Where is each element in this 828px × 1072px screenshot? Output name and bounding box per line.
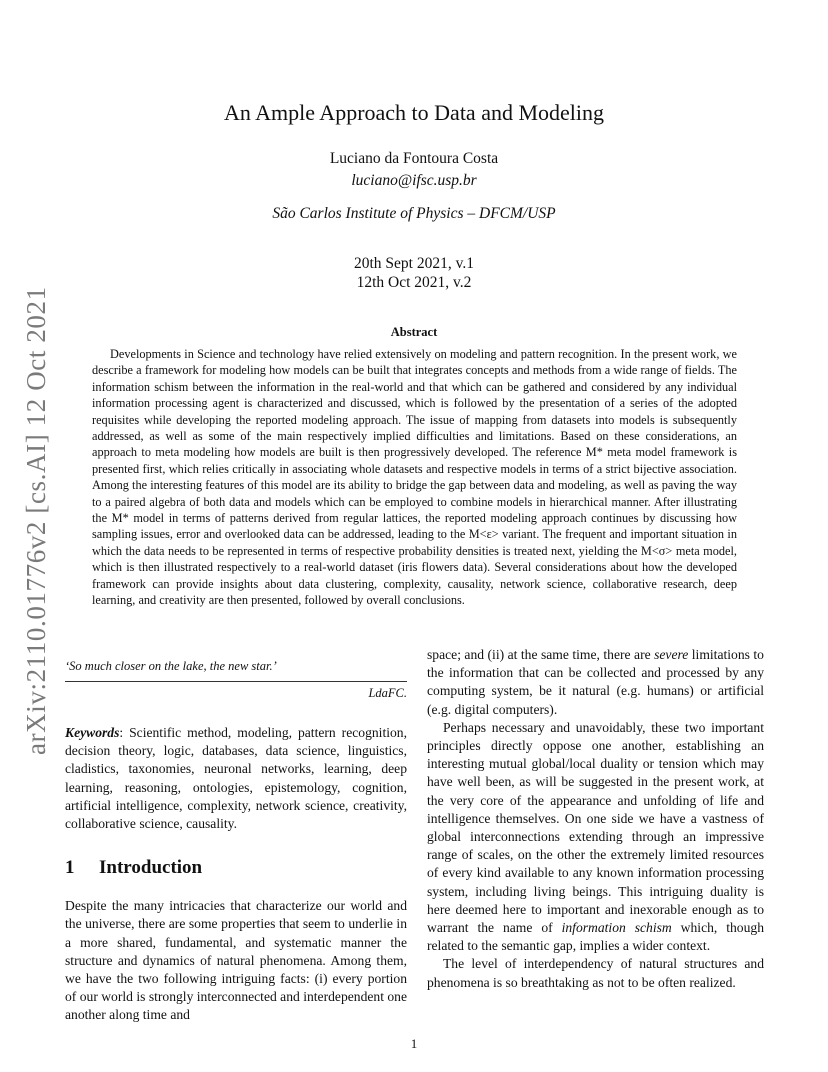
intro-paragraph: Despite the many intricacies that characterize our world and the universe, there are some properties that seem to underlie in a more shared, fundamental, and systematic manner the structure and dynamics of natural phenomena. Among them, we have the two following intriguing facts: (i) every portion of our world is strongly interconnected and interdependent one another along time and	[65, 898, 408, 1023]
epigraph-attribution: LdaFC.	[368, 686, 407, 700]
text-run: which, though related to the semantic gap, implies a wider context.	[427, 920, 764, 954]
text-run: space; and (ii) at the same time, there are	[427, 647, 655, 662]
left-column	[65, 655, 407, 1025]
section-heading-introduction	[65, 855, 407, 881]
emphasis-severe: severe	[654, 647, 689, 662]
keywords-paragraph	[65, 724, 407, 833]
section-number: 1	[65, 857, 75, 879]
arxiv-stamp: arXiv:2110.01776v2 [cs.AI] 12 Oct 2021	[21, 286, 51, 755]
epigraph-quote: ‘So much closer on the lake, the new star.’	[65, 659, 277, 673]
keywords-list: : Scientific method, modeling, pattern recognition, decision theory, logic, databases, data science, linguistics, cladistics, taxonomies, neuronal networks, learning, deep learning, reasoning, ontologies, epistemology, cognition, artificial intelligence, complexity, network science, creativity, collaborative science, causality.	[65, 725, 407, 832]
author-email: luciano@ifsc.usp.br	[351, 172, 477, 189]
right-column	[427, 646, 764, 992]
author-name: Luciano da Fontoura Costa	[329, 150, 499, 167]
version-date-2: 12th Oct 2021, v.2	[356, 274, 472, 291]
version-date-1: 20th Sept 2021, v.1	[354, 255, 474, 272]
keywords-label: Keywords	[65, 725, 120, 740]
text-run: Perhaps necessary and unavoidably, these two important principles directly oppose one another, establishing an interesting mutual global/local duality or tension which may have well been, as will be suggested in the present work, at the very core of the appearance and unfolding of life and intelligence themselves. On one side we have a vastness of global interconnections extending through an impressive range of scales, on the other the extremely limited resources of every kind available to any known information processing system, including living beings. This intriguing duality is here deemed here to important and inexorable enough as to warrant the name of	[427, 719, 764, 936]
version-dates	[0, 254, 828, 292]
right-paragraph-3: The level of interdependency of natural structures and phenomena is so breathtaking as not to be often realized.	[427, 956, 764, 990]
epigraph-rule	[65, 681, 407, 682]
right-paragraph-2	[427, 719, 764, 956]
paper-title: An Ample Approach to Data and Modeling	[223, 100, 605, 125]
emphasis-information-schism: information schism	[561, 920, 672, 936]
author-affiliation: São Carlos Institute of Physics – DFCM/USP	[272, 205, 556, 222]
abstract-heading: Abstract	[390, 325, 438, 339]
section-title: Introduction	[99, 857, 203, 879]
page-number: 1	[410, 1036, 418, 1051]
abstract-text: Developments in Science and technology have relied extensively on modeling and pattern recognition. In the present work, we describe a framework for modeling how models can be built that integrates concepts and methods from a wide range of fields. The information schism between the information in the real-world and that which can be gathered and considered by any individual information processing agent is characterized and discussed, which is followed by the presentation of a series of the adopted requisites while developing the reported modeling approach. The issue of mapping from datasets into models is subsequently addressed, as well as some of the main respectively implied difficulties and limitations. Based on these considerations, an approach to meta modeling how models are built is then progressively developed. The reference M* meta model framework is presented first, which relies critically in associating whole datasets and respective models in terms of a strict bijective association. Among the interesting features of this model are its ability to bridge the gap between data and modeling, as well as paving the way to a paired algebra of both data and models which can be employed to combine models in hierarchical manner. After illustrating the M* model in terms of patterns derived from regular lattices, the reported modeling approach continues by discussing how sampling issues, error and overlooked data can be addressed, leading to the M<ε> variant. The frequent and important situation in which the data needs to be represented in terms of respective probability densities is treated next, yielding the M<σ> meta model, which is then illustrated respectively to a real-world dataset (iris flowers data). Several considerations about how the developed framework can provide insights about data clustering, complexity, causality, network science, collaborative research, deep learning, and creativity are then presented, followed by overall conclusions.	[92, 347, 737, 608]
text-run: limitations to the information that can be collected and processed by any computing system, be it natural (e.g. humans) or artificial (e.g. digital computers).	[427, 647, 764, 717]
right-paragraph-1	[427, 646, 764, 719]
